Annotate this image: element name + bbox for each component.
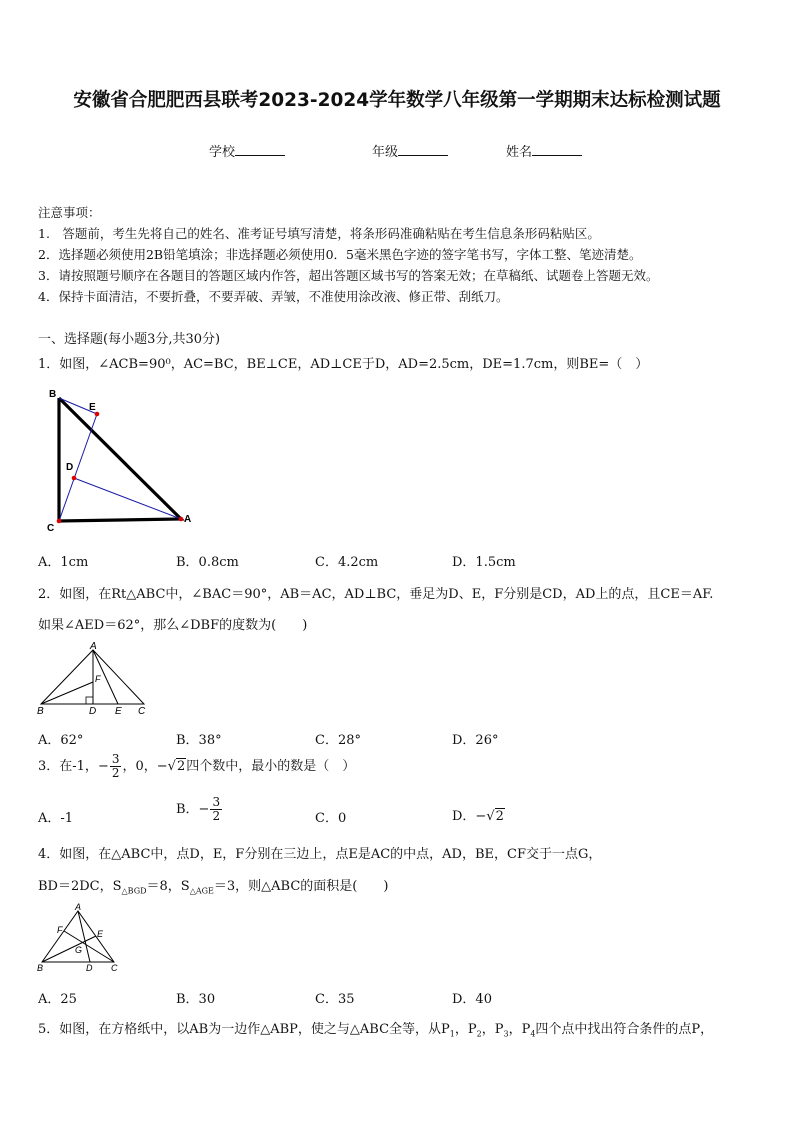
- q3-option-b-fraction: [210, 796, 222, 823]
- q3-option-d[interactable]: [452, 805, 505, 824]
- q2-option-b[interactable]: B．38°: [176, 733, 222, 748]
- page-title: 安徽省合肥肥西县联考2023-2024学年数学八年级第一学期期末达标检测试题: [73, 90, 721, 111]
- q4-option-a[interactable]: A．25: [38, 992, 77, 1007]
- q3-option-d-radicand: 2: [495, 809, 504, 824]
- q3-option-b[interactable]: [176, 796, 223, 823]
- q2-label-c: C: [138, 706, 146, 717]
- q3-option-c[interactable]: C．0: [315, 811, 347, 826]
- q5-text-a: 5．如图，在方格纸中，以AB为一边作△ABP，使之与△ABC全等，从P: [38, 1022, 450, 1037]
- note-item-3: 3．请按照题号顺序在各题目的答题区域内作答，超出答题区域书写的答案无效；在草稿纸、试题卷上答题无效。: [38, 268, 659, 283]
- question-4-line-2: [38, 875, 388, 896]
- name-field[interactable]: [506, 141, 582, 160]
- q3-option-b-den: 2: [212, 809, 221, 823]
- q3-sqrt-radicand: 2: [176, 759, 186, 774]
- q3-sqrt: √2: [167, 759, 186, 774]
- note-item-2: 2．选择题必须使用2B铅笔填涂；非选择题必须使用0．5毫米黑色字迹的签字笔书写，字体工整、笔迹清楚。: [38, 247, 642, 262]
- q5-text-e: 四个点中找出符合条件的点P，: [535, 1022, 714, 1037]
- q2-label-f: F: [95, 674, 101, 684]
- school-label: 学校: [209, 145, 236, 160]
- q4-label-b: B: [37, 963, 44, 973]
- q4-option-b[interactable]: B．30: [176, 992, 216, 1007]
- q1-label-c: C: [47, 523, 55, 534]
- q5-sub-3: 3: [503, 1029, 509, 1039]
- q2-option-c[interactable]: C．28°: [315, 733, 361, 748]
- q3-text-post: 四个数中，最小的数是（ ）: [186, 759, 356, 774]
- q4-text-c: ＝3，则△ABC的面积是( ): [213, 879, 389, 894]
- question-2-line-2: 如果∠AED＝62°，那么∠DBF的度数为( ): [38, 618, 308, 633]
- q2-figure: [34, 640, 152, 718]
- q4-label-e: E: [97, 929, 104, 939]
- q4-figure: [34, 902, 124, 976]
- q4-label-d: D: [86, 963, 93, 973]
- q2-label-d: D: [89, 706, 97, 717]
- q1-label-e: E: [89, 402, 96, 413]
- q1-label-d: D: [66, 462, 74, 473]
- question-4-line-1: 4．如图，在△ABC中，点D，E，F分别在三边上，点E是AC的中点，AD，BE，CF交于一点G，: [38, 847, 602, 862]
- q2-option-d[interactable]: D．26°: [452, 733, 499, 748]
- q3-option-d-label: D．−: [452, 809, 487, 824]
- name-blank[interactable]: [532, 143, 582, 156]
- grade-label: 年级: [372, 145, 399, 160]
- q2-label-b: B: [37, 706, 44, 717]
- q4-label-c: C: [111, 963, 118, 973]
- q3-neg-sign-2: −: [156, 759, 168, 774]
- school-blank[interactable]: [235, 143, 285, 156]
- q4-text-a: BD＝2DC，S: [38, 879, 122, 894]
- q5-text-b: ，P: [454, 1022, 477, 1037]
- grade-blank[interactable]: [398, 143, 448, 156]
- q4-label-g: G: [75, 945, 83, 955]
- question-5-text: [38, 1018, 713, 1039]
- q3-frac-num: 3: [111, 752, 120, 766]
- q3-neg-sign: −: [97, 759, 109, 774]
- q4-sub-age: △AGE: [189, 886, 214, 896]
- section-heading: 一、选择题(每小题3分,共30分): [38, 332, 221, 347]
- q1-option-a[interactable]: A．1cm: [38, 555, 89, 570]
- grade-field[interactable]: [372, 141, 448, 160]
- note-item-4: 4．保持卡面清洁，不要折叠，不要弄破、弄皱，不准使用涂改液、修正带、刮纸刀。: [38, 289, 509, 304]
- q1-label-a: A: [184, 514, 192, 525]
- q4-sub-bgd: △BGD: [121, 886, 147, 896]
- q4-option-d[interactable]: D．40: [452, 992, 492, 1007]
- q5-sub-4: 4: [530, 1029, 536, 1039]
- q5-text-c: ，P: [481, 1022, 504, 1037]
- q3-frac-den: 2: [111, 766, 120, 780]
- school-field[interactable]: [209, 141, 285, 160]
- q2-label-e: E: [115, 706, 122, 717]
- q3-text-mid: ，0，: [122, 759, 157, 774]
- question-2-line-1: 2．如图，在Rt△ABC中，∠BAC＝90°，AB＝AC，AD⊥BC，垂足为D、E，F分别是CD，AD上的点，且CE＝AF.: [38, 587, 714, 602]
- q5-text-d: ，P: [508, 1022, 531, 1037]
- q3-option-b-label: B．−: [176, 802, 210, 817]
- q1-option-c[interactable]: C．4.2cm: [315, 555, 379, 570]
- q3-option-b-num: 3: [212, 795, 221, 809]
- q5-sub-1: 1: [449, 1029, 455, 1039]
- question-3-text: [38, 753, 355, 780]
- q2-label-a: A: [90, 641, 97, 652]
- q1-option-d[interactable]: D．1.5cm: [452, 555, 516, 570]
- q4-label-f: F: [57, 925, 63, 935]
- q2-option-a[interactable]: A．62°: [38, 733, 84, 748]
- name-label: 姓名: [506, 145, 533, 160]
- q1-option-b[interactable]: B．0.8cm: [176, 555, 239, 570]
- q5-sub-2: 2: [476, 1029, 482, 1039]
- notes-heading: 注意事项：: [38, 205, 101, 220]
- q4-option-c[interactable]: C．35: [315, 992, 355, 1007]
- q3-text-pre: 3．在-1，: [38, 759, 98, 774]
- question-1-text: 1．如图，∠ACB=90⁰，AC=BC，BE⊥CE，AD⊥CE于D，AD=2.5cm，DE=1.7cm，则BE=（ ）: [38, 357, 649, 372]
- q3-fraction: [110, 753, 122, 780]
- note-item-1: 1. 答题前，考生先将自己的姓名、准考证号填写清楚，将条形码准确粘贴在考生信息条形码粘贴区。: [38, 226, 600, 241]
- q1-label-b: B: [49, 389, 57, 400]
- q3-option-d-sqrt: √2: [486, 809, 504, 824]
- q1-figure: [38, 386, 208, 534]
- q4-text-b: ＝8，S: [146, 879, 190, 894]
- q3-option-a[interactable]: A．-1: [38, 811, 74, 826]
- q4-label-a: A: [75, 902, 82, 912]
